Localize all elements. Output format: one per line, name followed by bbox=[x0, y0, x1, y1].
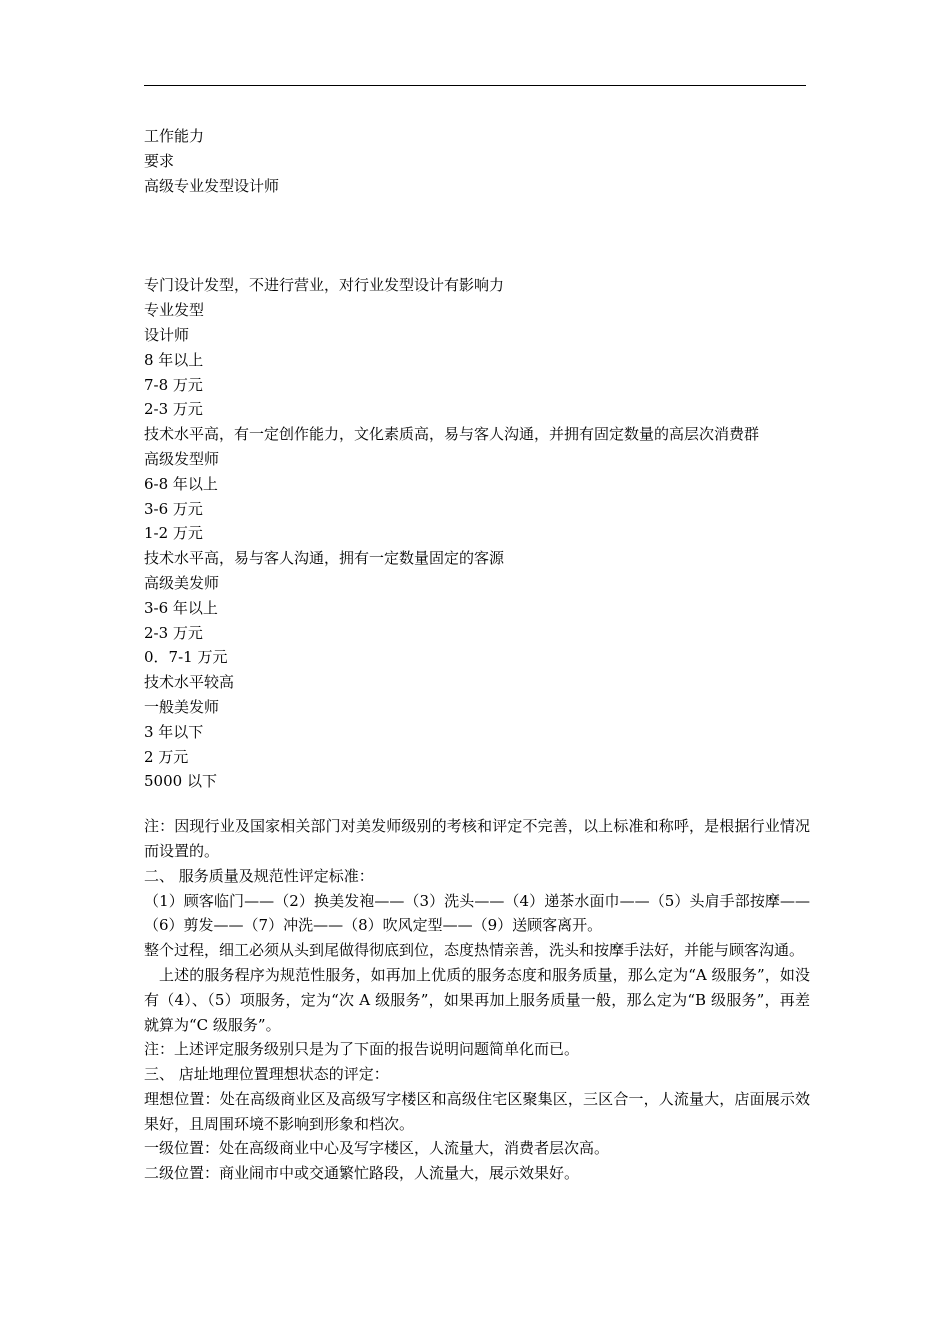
spacer bbox=[144, 198, 810, 273]
grading-paragraph: 上述的服务程序为规范性服务，如再加上优质的服务态度和服务质量，那么定为“A 级服务”，如没有（4）、（5）项服务，定为“次 A 级服务”，如果再加上服务质量一般，那么定为“B 级服务”，再差就算为“C 级服务”。 bbox=[144, 965, 810, 1034]
section-heading: 三、 店址地理位置理想状态的评定： bbox=[144, 1065, 389, 1084]
note-paragraph: 注：上述评定服务级别只是为了下面的报告说明问题简单化而已。 bbox=[144, 1040, 580, 1059]
level-line: 设计师 bbox=[144, 325, 190, 344]
service-steps-paragraph: （1）顾客临门——（2）换美发袍——（3）洗头——（4）递茶水面巾——（5）头肩手部按摩——（6）剪发——（7）冲洗——（8）吹风定型——（9）送顾客离开。 bbox=[144, 891, 810, 935]
level-line: 6-8 年以上 bbox=[144, 474, 218, 493]
level2-location-paragraph: 二级位置：商业闹市中或交通繁忙路段，人流量大，展示效果好。 bbox=[144, 1164, 580, 1183]
level-line: 2-3 万元 bbox=[144, 400, 203, 419]
level1-location-paragraph: 一级位置：处在高级商业中心及写字楼区，人流量大，消费者层次高。 bbox=[144, 1139, 610, 1158]
header-line: 高级专业发型设计师 bbox=[144, 176, 280, 195]
note-paragraph: 注：因现行业及国家相关部门对美发师级别的考核和评定不完善，以上标准和称呼，是根据行业情况而设置的。 bbox=[144, 817, 810, 860]
section-heading: 二、 服务质量及规范性评定标准： bbox=[144, 866, 374, 885]
spacer bbox=[144, 794, 810, 814]
process-paragraph: 整个过程，细工必须从头到尾做得彻底到位，态度热情亲善，洗头和按摩手法好，并能与顾客沟通。 bbox=[144, 941, 805, 960]
level-line: 3-6 年以上 bbox=[144, 598, 218, 617]
level-line: 技术水平高，易与客人沟通，拥有一定数量固定的客源 bbox=[144, 549, 505, 568]
level-line: 专门设计发型，不进行营业，对行业发型设计有影响力 bbox=[144, 276, 505, 295]
level-line: 高级美发师 bbox=[144, 573, 220, 592]
header-line: 要求 bbox=[144, 151, 175, 170]
level-line: 8 年以上 bbox=[144, 350, 204, 369]
header-rule bbox=[144, 85, 806, 86]
level-line: 专业发型 bbox=[144, 301, 205, 320]
level-line: 技术水平较高 bbox=[144, 673, 235, 692]
level-line: 7-8 万元 bbox=[144, 375, 203, 394]
level-line: 3 年以下 bbox=[144, 722, 204, 741]
document-body bbox=[144, 124, 810, 1186]
level-line: 一般美发师 bbox=[144, 697, 220, 716]
level-line: 2-3 万元 bbox=[144, 623, 203, 642]
level-line: 1-2 万元 bbox=[144, 524, 203, 543]
level-line: 3-6 万元 bbox=[144, 499, 203, 518]
header-line: 工作能力 bbox=[144, 127, 205, 145]
ideal-location-paragraph: 理想位置：处在高级商业区及高级写字楼区和高级住宅区聚集区，三区合一，人流量大，店面展示效果好，且周围环境不影响到形象和档次。 bbox=[144, 1089, 810, 1133]
level-line: 5000 以下 bbox=[144, 772, 217, 791]
level-line: 0．7-1 万元 bbox=[144, 648, 228, 667]
level-line: 2 万元 bbox=[144, 747, 189, 766]
level-line: 技术水平高，有一定创作能力，文化素质高，易与客人沟通，并拥有固定数量的高层次消费群 bbox=[144, 425, 760, 444]
level-line: 高级发型师 bbox=[144, 449, 220, 468]
